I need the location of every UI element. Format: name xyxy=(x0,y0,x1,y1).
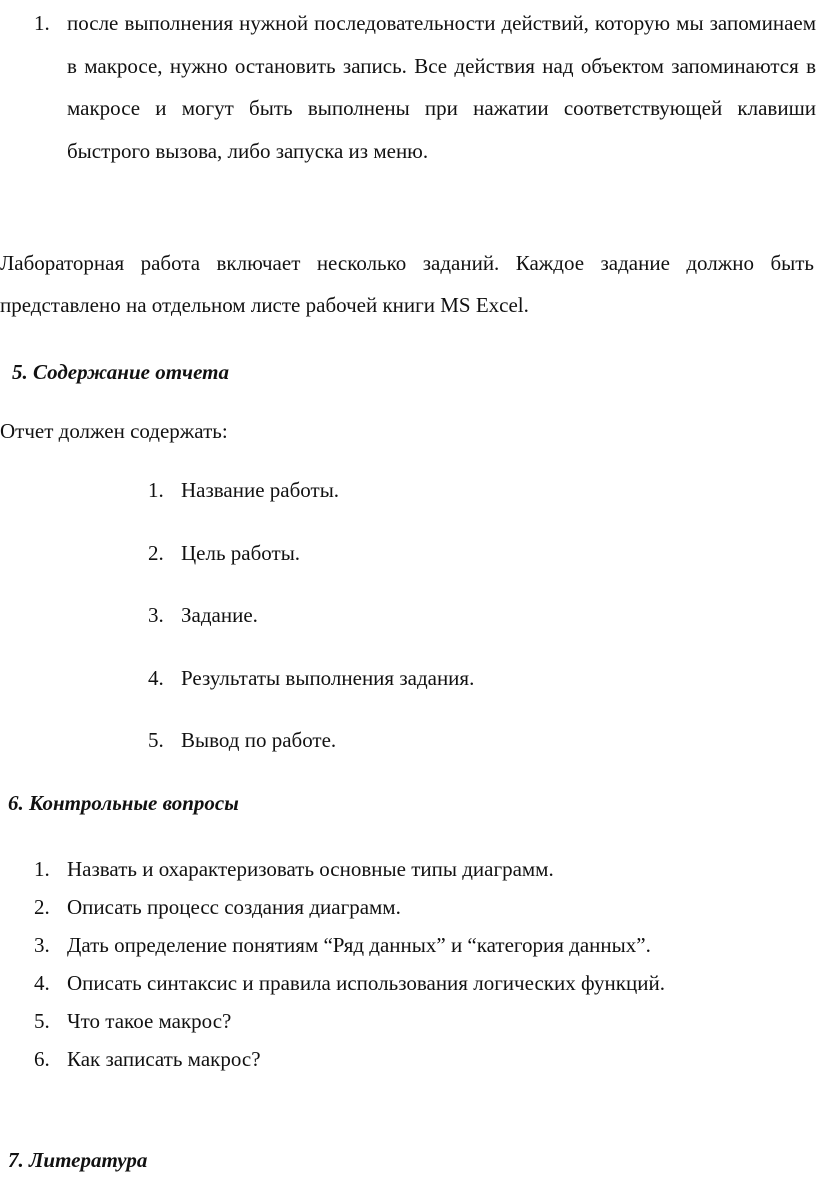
list-item-number: 3. xyxy=(34,933,50,957)
list-item-text: Дать определение понятиям “Ряд данных” и “категория данных”. xyxy=(67,933,651,957)
list-item-number: 3. xyxy=(148,603,164,627)
list-item-text: Что такое макрос? xyxy=(67,1009,232,1033)
list-item xyxy=(34,968,665,1006)
list-item-text: Как записать макрос? xyxy=(67,1047,261,1071)
list-item xyxy=(148,600,474,663)
intro-paragraph: Лабораторная работа включает несколько заданий. Каждое задание должно быть представлено на отдельном листе рабочей книги MS Excel. xyxy=(0,251,814,317)
list-item-number: 1. xyxy=(34,857,50,881)
report-contents-list xyxy=(148,475,474,788)
list-item-text: после выполнения нужной последовательности действий, которую мы запоминаем в макросе, нужно остановить запись. Все действия над объектом запоминаются в макросе и могут быть выполнены при нажатии соответствующей клавиши быстрого вызова, либо запуска из меню. xyxy=(67,11,816,163)
list-item-number: 2. xyxy=(148,540,164,565)
section-heading-literature: 7. Литература xyxy=(8,1148,148,1172)
report-lead-text: Отчет должен содержать: xyxy=(0,419,228,443)
list-item xyxy=(34,1044,665,1082)
list-item-number: 4. xyxy=(34,971,50,995)
section-heading-report-contents: 5. Содержание отчета xyxy=(12,360,229,384)
list-item-number: 5. xyxy=(148,728,164,752)
list-item xyxy=(148,725,474,788)
list-item-text: Результаты выполнения задания. xyxy=(181,665,475,690)
list-item-text: Назвать и охарактеризовать основные типы диаграмм. xyxy=(67,857,554,881)
list-item-number: 5. xyxy=(34,1009,50,1033)
list-item-number: 6. xyxy=(34,1047,50,1071)
list-item-continued xyxy=(34,2,816,172)
list-item-number: 4. xyxy=(148,665,164,690)
list-item-text: Описать синтаксис и правила использования логических функций. xyxy=(67,971,665,995)
list-item xyxy=(34,1006,665,1044)
control-questions-list xyxy=(34,854,665,1082)
list-item-number: 2. xyxy=(34,895,50,919)
list-item-text: Название работы. xyxy=(181,478,340,502)
list-item xyxy=(34,892,665,930)
section-heading-control-questions: 6. Контрольные вопросы xyxy=(8,791,239,815)
list-item xyxy=(148,538,474,601)
list-item-text: Цель работы. xyxy=(181,540,301,565)
list-item xyxy=(34,854,665,892)
list-item xyxy=(34,930,665,968)
list-item-number: 1. xyxy=(148,478,164,502)
list-item xyxy=(148,663,474,726)
list-item-text: Задание. xyxy=(181,603,258,627)
list-item-number: 1. xyxy=(34,11,50,35)
list-item-text: Вывод по работе. xyxy=(181,728,337,752)
list-item xyxy=(148,475,474,538)
list-item-text: Описать процесс создания диаграмм. xyxy=(67,895,401,919)
